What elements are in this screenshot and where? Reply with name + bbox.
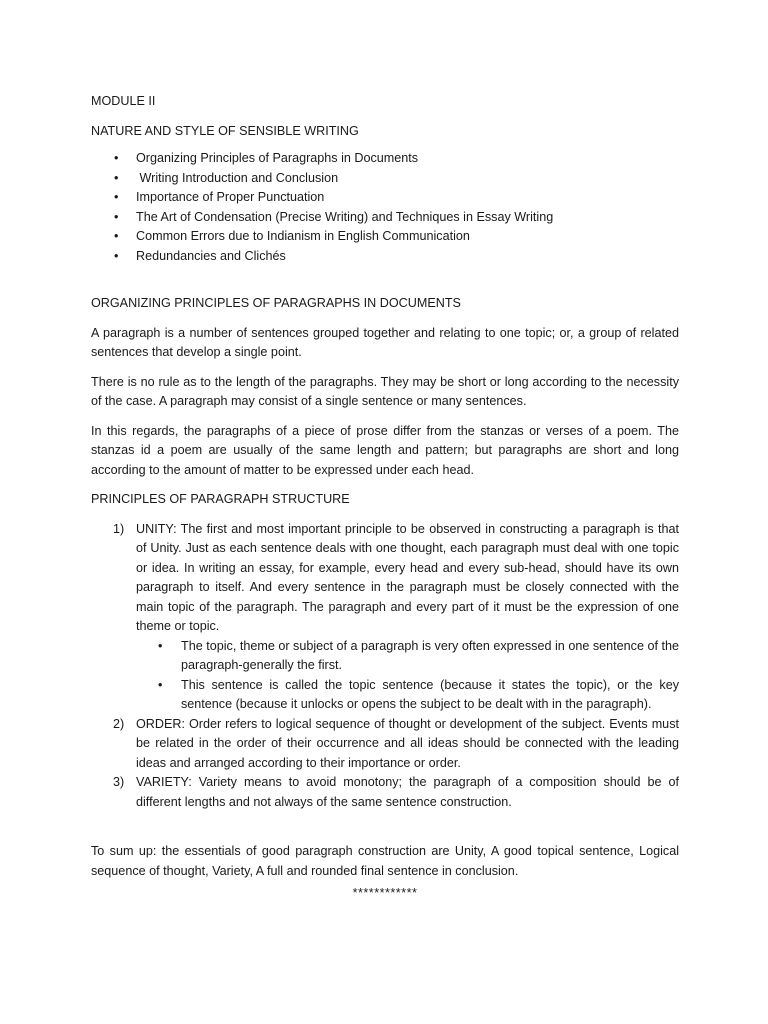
sub-text: The topic, theme or subject of a paragraph is very often expressed in one sentence of the paragraph-generally the first.: [181, 638, 679, 672]
principle-text: VARIETY: Variety means to avoid monotony; the paragraph of a composition should be of different lengths and not always of the same sentence construction.: [136, 775, 679, 809]
bullet-icon: •: [114, 229, 119, 243]
topic-text: Common Errors due to Indianism in English Communication: [136, 229, 470, 243]
topic-text: Organizing Principles of Paragraphs in Documents: [136, 151, 419, 165]
spacer: [91, 812, 679, 842]
structure-heading: PRINCIPLES OF PARAGRAPH STRUCTURE: [91, 492, 350, 506]
module-title: MODULE II: [91, 94, 156, 108]
spacer: [91, 266, 679, 294]
principle-text: ORDER: Order refers to logical sequence of thought or development of the subject. Events must be related in the order of their occurrence and all ideas should be connected with the leading ideas and arranged according to their importance or order.: [136, 716, 679, 770]
bullet-icon: •: [114, 209, 119, 224]
principle-item: [91, 520, 679, 715]
organizing-paragraph: In this regards, the paragraphs of a piece of prose differ from the stanzas or verses of a poem. The stanzas id a poem are usually of the same length and pattern; but paragraphs are short and long according to the amount of matter to be expressed under each head.: [91, 423, 679, 477]
principle-item: [91, 715, 679, 774]
organizing-paragraph: A paragraph is a number of sentences grouped together and relating to one topic; or, a group of related sentences that develop a single point.: [91, 325, 679, 359]
bullet-icon: •: [158, 677, 163, 692]
principle-item: [91, 773, 679, 812]
bullet-icon: •: [114, 190, 119, 204]
topic-item: [91, 188, 679, 208]
principle-sublist: [136, 637, 679, 715]
document-content: [91, 92, 679, 904]
topic-text: Importance of Proper Punctuation: [136, 190, 325, 204]
bullet-icon: •: [114, 248, 119, 263]
topic-text: The Art of Condensation (Precise Writing) and Techniques in Essay Writing: [136, 209, 554, 224]
organizing-heading: ORGANIZING PRINCIPLES OF PARAGRAPHS IN DOCUMENTS: [91, 296, 461, 310]
bullet-icon: •: [158, 638, 163, 653]
bullet-icon: •: [114, 170, 119, 185]
summary-paragraph: To sum up: the essentials of good paragraph construction are Unity, A good topical sentence, Logical sequence of thought, Variety, A full and rounded final sentence in conclusion.: [91, 844, 679, 878]
topic-text: Redundancies and Clichés: [136, 248, 286, 263]
topic-item: [91, 169, 679, 189]
topic-item: [91, 149, 679, 169]
sub-item: [136, 637, 679, 676]
organizing-paragraph: There is no rule as to the length of the paragraphs. They may be short or long according to the necessity of the case. A paragraph may consist of a single sentence or many sentences.: [91, 374, 679, 408]
topic-list: [91, 149, 679, 266]
principle-number: 2): [113, 716, 125, 731]
principle-text: UNITY: The first and most important principle to be observed in constructing a paragraph is that of Unity. Just as each sentence deals with one thought, each paragraph must deal with one topic or idea. In writing an essay, for example, every head and every sub-head, should have its own paragraph to itself. And every sentence in the paragraph must be closely connected with the main topic of the paragraph. The paragraph and every part of it must be the expression of one theme or topic.: [136, 521, 679, 633]
section-separator: ************: [352, 886, 418, 900]
sub-item: [136, 676, 679, 715]
topic-text: Writing Introduction and Conclusion: [136, 170, 339, 185]
principle-number: 3): [113, 775, 125, 789]
principles-list: [91, 520, 679, 813]
section-title: NATURE AND STYLE OF SENSIBLE WRITING: [91, 123, 359, 138]
topic-item: [91, 247, 679, 267]
principle-number: 1): [113, 521, 125, 536]
bullet-icon: •: [114, 151, 119, 165]
topic-item: [91, 208, 679, 228]
topic-item: [91, 227, 679, 247]
sub-text: This sentence is called the topic sentence (because it states the topic), or the key sentence (because it unlocks or opens the subject to be dealt with in the paragraph).: [181, 677, 679, 711]
